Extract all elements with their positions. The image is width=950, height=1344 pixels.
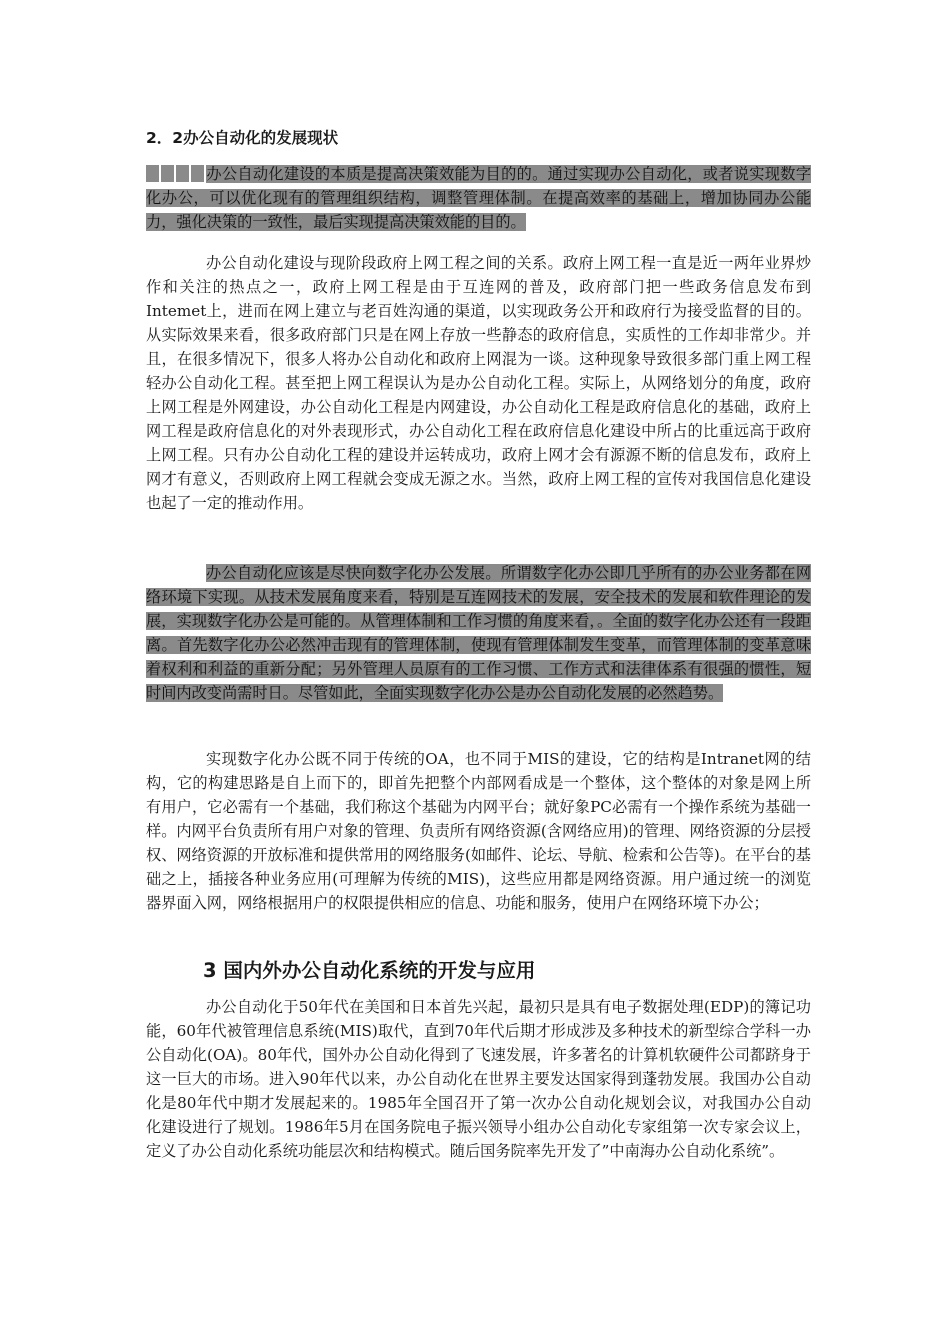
section-heading-2-2: 2．2办公自动化的发展现状 [146,129,339,147]
paragraph-oa-history: 办公自动化于50年代在美国和日本首先兴起，最初只是具有电子数据处理(EDP)的簿记功能，60年代被管理信息系统(MIS)取代，直到70年代后期才形成涉及多种技术的新型综合学科一办公自动化(OA)。80年代，国外办公自动化得到了飞速发展，许多著名的计算机软硬件公司都跻身于这一巨大的市场。进入90年代以来，办公自动化在世界主要发达国家得到蓬勃发展。我国办公自动化是80年代中期才发展起来的。1985年全国召开了第一次办公自动化规划会议，对我国办公自动化建设进行了规划。1986年5月在国务院电子振兴领导小组办公自动化专家组第一次专家会议上，定义了办公自动化系统功能层次和结构模式。随后国务院率先开发了”中南海办公自动化系统”。 [146,998,811,1160]
highlight-lead-marker [146,165,206,182]
paragraph-digital-office: 实现数字化办公既不同于传统的OA，也不同于MIS的建设，它的结构是Intranet网的结构，它的构建思路是自上而下的，即首先把整个内部网看成是一个整体，这个整体的对象是网上所有用户，它必需有一个基础，我们称这个基础为内网平台；就好象PC必需有一个操作系统为基础一样。内网平台负责所有用户对象的管理、负责所有网络资源(含网络应用)的管理、网络资源的分层授权、网络资源的开放标准和提供常用的网络服务(如邮件、论坛、导航、检索和公告等)。在平台的基础之上，插接各种业务应用(可理解为传统的MIS)，这些应用都是网络资源。用户通过统一的浏览器界面入网，网络根据用户的权限提供相应的信息、功能和服务，使用户在网络环境下办公； [146,750,811,912]
section-heading-3: 3 国内外办公自动化系统的开发与应用 [203,959,536,982]
paragraph-text: 办公自动化应该是尽快向数字化办公发展。所谓数字化办公即几乎所有的办公业务都在网络环境下实现。从技术发展角度来看，特别是互连网技术的发展，安全技术的发展和软件理论的发展，实现数字化办公是可能的。从管理体制和工作习惯的角度来看，。全面的数字化办公还有一段距离。首先数字化办公必然冲击现有的管理体制，使现有管理体制发生变革，而管理体制的变革意味着权利和利益的重新分配；另外管理人员原有的工作习惯、工作方式和法律体系有很强的惯性，短时间内改变尚需时日。尽管如此，全面实现数字化办公是办公自动化发展的必然趋势。 [146,564,811,702]
paragraph-text: 办公自动化建设的本质是提高决策效能为目的的。通过实现办公自动化，或者说实现数字化办公，可以优化现有的管理组织结构，调整管理体制。在提高效率的基础上，增加协同办公能力，强化决策的一致性，最后实现提高决策效能的目的。 [146,165,811,231]
paragraph-highlighted-2 [146,561,811,705]
paragraph-highlighted-1 [146,162,811,234]
paragraph-gov-online: 办公自动化建设与现阶段政府上网工程之间的关系。政府上网工程一直是近一两年业界炒作和关注的热点之一，政府上网工程是由于互连网的普及，政府部门把一些政务信息发布到Intemet上，进而在网上建立与老百姓沟通的渠道，以实现政务公开和政府行为接受监督的目的。从实际效果来看，很多政府部门只是在网上存放一些静态的政府信息，实质性的工作却非常少。并且，在很多情况下，很多人将办公自动化和政府上网混为一谈。这种现象导致很多部门重上网工程轻办公自动化工程。甚至把上网工程误认为是办公自动化工程。实际上，从网络划分的角度，政府上网工程是外网建设，办公自动化工程是内网建设，办公自动化工程是政府信息化的基础，政府上网工程是政府信息化的对外表现形式，办公自动化工程在政府信息化建设中所占的比重远高于政府上网工程。只有办公自动化工程的建设并运转成功，政府上网才会有源源不断的信息发布，政府上网才有意义，否则政府上网工程就会变成无源之水。当然，政府上网工程的宣传对我国信息化建设也起了一定的推动作用。 [146,254,811,512]
